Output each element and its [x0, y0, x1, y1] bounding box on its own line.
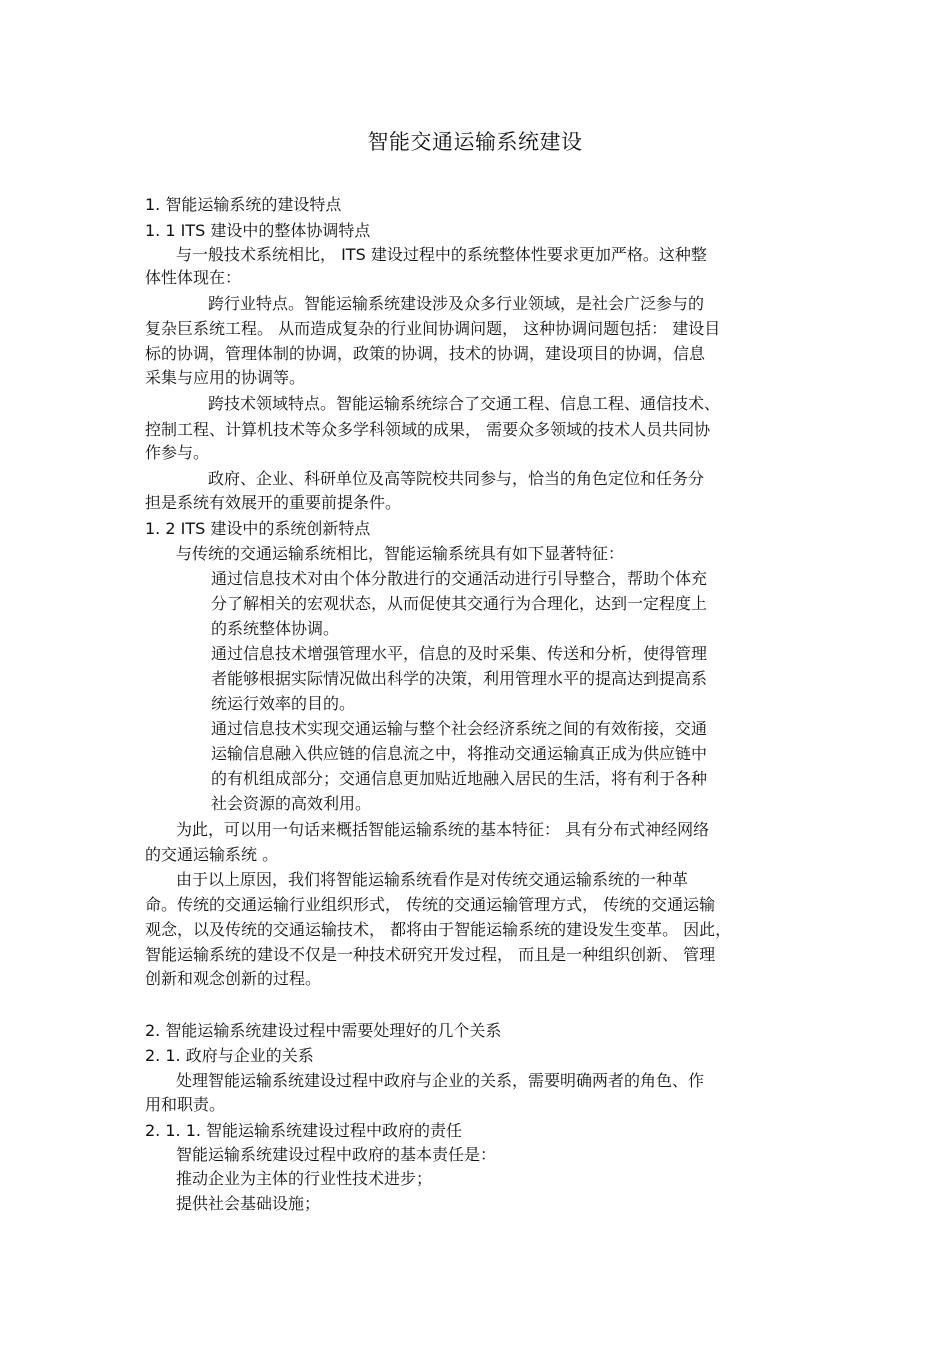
list-item-line: 运输信息融入供应链的信息流之中，将推动交通运输真正成为供应链中 [211, 744, 708, 763]
paragraph-line: 与传统的交通运输系统相比，智能运输系统具有如下显著特征： [176, 544, 625, 563]
paragraph-line: 采集与应用的协调等。 [145, 368, 306, 387]
paragraph-line: 提供社会基础设施； [176, 1194, 321, 1213]
list-item-line: 的系统整体协调。 [211, 619, 340, 638]
paragraph-line: 处理智能运输系统建设过程中政府与企业的关系，需要明确两者的角色、作 [176, 1071, 705, 1090]
paragraph-line: 观念，以及传统的交通运输技术， 都将由于智能运输系统的建设发生变革。 因此， [145, 920, 732, 939]
paragraph-line: 政府、企业、科研单位及高等院校共同参与，恰当的角色定位和任务分 [208, 469, 705, 488]
paragraph-line: 标的协调，管理体制的协调，政策的协调，技术的协调，建设项目的协调，信息 [145, 344, 706, 363]
list-item-line: 统运行效率的目的。 [211, 694, 356, 713]
paragraph-line: 与一般技术系统相比， ITS 建设过程中的系统整体性要求更加严格。这种整 [176, 245, 707, 264]
list-item-line: 通过信息技术增强管理水平，信息的及时采集、传送和分析，使得管理 [211, 644, 708, 663]
heading-2: 2. 智能运输系统建设过程中需要处理好的几个关系 [145, 1021, 502, 1040]
paragraph-line: 担是系统有效展开的重要前提条件。 [145, 493, 402, 512]
paragraph-line: 作参与。 [145, 443, 210, 462]
paragraph-line: 智能运输系统的建设不仅是一种技术研究开发过程， 而且是一种组织创新、 管理 [145, 945, 716, 964]
paragraph-line: 智能运输系统建设过程中政府的基本责任是： [176, 1145, 497, 1164]
paragraph-line: 由于以上原因，我们将智能运输系统看作是对传统交通运输系统的一种革 [176, 870, 689, 889]
paragraph-line: 命。传统的交通运输行业组织形式， 传统的交通运输管理方式， 传统的交通运输 [145, 895, 716, 914]
paragraph-line: 创新和观念创新的过程。 [145, 969, 322, 988]
paragraph-line: 控制工程、计算机技术等众多学科领域的成果， 需要众多领域的技术人员共同协 [145, 420, 711, 439]
heading-1: 1. 智能运输系统的建设特点 [145, 195, 342, 214]
heading-2-1-1: 2. 1. 1. 智能运输系统建设过程中政府的责任 [145, 1121, 463, 1140]
paragraph-line: 跨技术领域特点。智能运输系统综合了交通工程、信息工程、通信技术、 [208, 394, 721, 413]
paragraph-line: 跨行业特点。智能运输系统建设涉及众多行业领域，是社会广泛参与的 [208, 294, 705, 313]
paragraph-line: 复杂巨系统工程。 从而造成复杂的行业间协调问题， 这种协调问题包括： 建设目 [145, 319, 721, 338]
list-item-line: 的有机组成部分；交通信息更加贴近地融入居民的生活，将有利于各种 [211, 769, 708, 788]
paragraph-line: 用和职责。 [145, 1095, 226, 1114]
paragraph-line: 体性体现在： [145, 268, 242, 287]
paragraph-line: 为此，可以用一句话来概括智能运输系统的基本特征： 具有分布式神经网络 [176, 820, 710, 839]
list-item-line: 者能够根据实际情况做出科学的决策，利用管理水平的提高达到提高系 [211, 669, 708, 688]
paragraph-line: 推动企业为主体的行业性技术进步； [176, 1169, 433, 1188]
paragraph-line: 的交通运输系统 。 [145, 845, 279, 864]
list-item-line: 通过信息技术实现交通运输与整个社会经济系统之间的有效衔接，交通 [211, 719, 708, 738]
list-item-line: 通过信息技术对由个体分散进行的交通活动进行引导整合，帮助个体充 [211, 569, 708, 588]
heading-1-1: 1. 1 ITS 建设中的整体协调特点 [145, 221, 371, 240]
list-item-line: 社会资源的高效利用。 [211, 794, 372, 813]
list-item-line: 分了解相关的宏观状态，从而促使其交通行为合理化，达到一定程度上 [211, 594, 708, 613]
document-title: 智能交通运输系统建设 [367, 130, 583, 154]
heading-1-2: 1. 2 ITS 建设中的系统创新特点 [145, 519, 371, 538]
heading-2-1: 2. 1. 政府与企业的关系 [145, 1046, 314, 1065]
